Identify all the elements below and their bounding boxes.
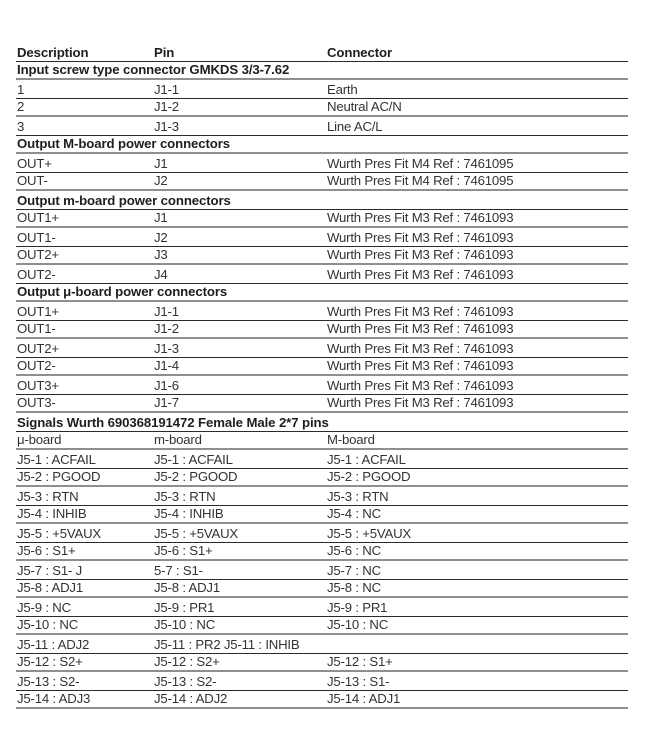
table-row <box>16 561 628 580</box>
connector-cell: J5-14 : ADJ1 <box>327 691 401 706</box>
connector-cell: Wurth Pres Fit M3 Ref : 7461093 <box>327 321 514 336</box>
table-row <box>16 376 628 395</box>
description-cell: J5-13 : S2- <box>17 673 80 689</box>
table-row <box>16 598 628 617</box>
connector-cell: Wurth Pres Fit M3 Ref : 7461093 <box>327 266 514 282</box>
description-cell: OUT- <box>17 173 48 188</box>
pin-cell: J1-3 <box>154 340 179 356</box>
table-row <box>16 210 628 229</box>
pin-cell: 5-7 : S1- <box>154 562 203 578</box>
description-cell: J5-5 : +5VAUX <box>17 525 102 541</box>
table-row <box>16 173 628 192</box>
connector-cell: J5-2 : PGOOD <box>327 469 411 484</box>
section-title: Output m-board power connectors <box>17 192 231 208</box>
pin-cell: J5-5 : +5VAUX <box>154 525 239 541</box>
description-cell: OUT3- <box>17 395 56 410</box>
table-row <box>16 617 628 636</box>
description-cell: J5-2 : PGOOD <box>17 469 101 484</box>
table-row <box>16 654 628 673</box>
pin-cell: J1-6 <box>154 377 179 393</box>
connector-cell: J5-1 : ACFAIL <box>327 451 406 467</box>
pin-cell: J1-2 <box>154 321 179 336</box>
description-cell: OUT1+ <box>17 210 59 225</box>
description-cell: OUT2- <box>17 358 56 373</box>
connector-cell: Wurth Pres Fit M3 Ref : 7461093 <box>327 247 514 262</box>
table-row <box>16 358 628 377</box>
table-row <box>16 506 628 525</box>
description-cell: J5-9 : NC <box>17 599 71 615</box>
table-row <box>16 487 628 506</box>
section-heading-row <box>16 136 628 155</box>
description-cell: OUT2+ <box>17 247 59 262</box>
section-heading-row <box>16 284 628 303</box>
table-row <box>16 302 628 321</box>
connector-cell: J5-12 : S1+ <box>327 654 393 669</box>
table-row <box>16 672 628 691</box>
pin-cell: J4 <box>154 266 168 282</box>
description-cell: 2 <box>17 99 25 114</box>
table-row <box>16 635 628 654</box>
connector-cell: Line AC/L <box>327 118 383 134</box>
description-cell: J5-6 : S1+ <box>17 543 76 558</box>
pin-cell: m-board <box>154 432 202 447</box>
table-row <box>16 450 628 469</box>
connector-cell: Wurth Pres Fit M3 Ref : 7461093 <box>327 395 514 410</box>
section-title: Output μ-board power connectors <box>17 284 228 299</box>
pin-cell: J5-13 : S2- <box>154 673 217 689</box>
table-row <box>16 339 628 358</box>
description-cell: OUT2+ <box>17 340 59 356</box>
description-cell: OUT1+ <box>17 303 59 319</box>
table-row <box>16 432 628 451</box>
pin-cell: J1-1 <box>154 303 179 319</box>
table-row <box>16 543 628 562</box>
connector-cell: Wurth Pres Fit M3 Ref : 7461093 <box>327 340 514 356</box>
pin-cell: J5-3 : RTN <box>154 488 216 504</box>
connector-cell: J5-13 : S1- <box>327 673 390 689</box>
table-row <box>16 154 628 173</box>
pin-cell: J5-8 : ADJ1 <box>154 580 220 595</box>
pin-cell: J5-12 : S2+ <box>154 654 220 669</box>
header-connector: Connector <box>327 44 393 60</box>
pin-cell: J2 <box>154 229 168 245</box>
connector-cell: Wurth Pres Fit M3 Ref : 7461093 <box>327 210 514 225</box>
description-cell: J5-3 : RTN <box>17 488 79 504</box>
table-row <box>16 691 628 710</box>
section-title: Input screw type connector GMKDS 3/3-7.62 <box>17 62 290 77</box>
pin-cell: J5-1 : ACFAIL <box>154 451 233 467</box>
description-cell: OUT1- <box>17 229 56 245</box>
description-cell: OUT2- <box>17 266 56 282</box>
connector-cell: Wurth Pres Fit M3 Ref : 7461093 <box>327 229 514 245</box>
pin-cell: J5-10 : NC <box>154 617 216 632</box>
pin-cell: J3 <box>154 247 168 262</box>
description-cell: 3 <box>17 118 25 134</box>
description-cell: J5-4 : INHIB <box>17 506 87 521</box>
pin-cell: J5-11 : PR2 J5-11 : INHIB <box>154 636 300 652</box>
connector-cell: J5-9 : PR1 <box>327 599 388 615</box>
description-cell: J5-7 : S1- J <box>17 562 83 578</box>
pin-cell: J5-14 : ADJ2 <box>154 691 228 706</box>
connector-pinout-table <box>16 43 628 709</box>
pin-cell: J1-4 <box>154 358 179 373</box>
connector-cell: Wurth Pres Fit M3 Ref : 7461093 <box>327 377 514 393</box>
pin-cell: J2 <box>154 173 168 188</box>
pin-cell: J5-9 : PR1 <box>154 599 215 615</box>
pin-cell: J1 <box>154 210 168 225</box>
header-description: Description <box>17 44 89 60</box>
connector-cell: J5-3 : RTN <box>327 488 389 504</box>
connector-cell: J5-6 : NC <box>327 543 381 558</box>
connector-cell: M-board <box>327 432 375 447</box>
description-cell: J5-1 : ACFAIL <box>17 451 96 467</box>
table-row <box>16 321 628 340</box>
description-cell: J5-14 : ADJ3 <box>17 691 91 706</box>
connector-cell: J5-7 : NC <box>327 562 381 578</box>
description-cell: OUT3+ <box>17 377 59 393</box>
pin-cell: J1-2 <box>154 99 179 114</box>
connector-cell: Earth <box>327 81 358 97</box>
description-cell: 1 <box>17 81 25 97</box>
pin-cell: J5-2 : PGOOD <box>154 469 238 484</box>
section-heading-row <box>16 191 628 210</box>
pin-cell: J1-7 <box>154 395 179 410</box>
pin-cell: J5-6 : S1+ <box>154 543 213 558</box>
connector-cell: J5-8 : NC <box>327 580 381 595</box>
table-row <box>16 580 628 599</box>
table-header-row <box>16 43 628 62</box>
description-cell: OUT+ <box>17 155 52 171</box>
header-pin: Pin <box>154 44 175 60</box>
table-row <box>16 80 628 99</box>
table-row <box>16 247 628 266</box>
description-cell: J5-12 : S2+ <box>17 654 83 669</box>
connector-cell: Wurth Pres Fit M3 Ref : 7461093 <box>327 303 514 319</box>
connector-cell: Wurth Pres Fit M4 Ref : 7461095 <box>327 173 514 188</box>
table-row <box>16 265 628 284</box>
section-heading-row <box>16 62 628 81</box>
section-heading-row <box>16 413 628 432</box>
pin-cell: J1 <box>154 155 168 171</box>
connector-cell: Neutral AC/N <box>327 99 402 114</box>
description-cell: J5-11 : ADJ2 <box>17 636 90 652</box>
table-row <box>16 395 628 414</box>
table-row <box>16 117 628 136</box>
pin-cell: J5-4 : INHIB <box>154 506 224 521</box>
description-cell: OUT1- <box>17 321 56 336</box>
description-cell: J5-8 : ADJ1 <box>17 580 83 595</box>
pin-cell: J1-1 <box>154 81 179 97</box>
table-row <box>16 99 628 118</box>
table-row <box>16 228 628 247</box>
table-row <box>16 469 628 488</box>
connector-cell: Wurth Pres Fit M4 Ref : 7461095 <box>327 155 514 171</box>
section-title: Output M-board power connectors <box>17 136 231 151</box>
description-cell: μ-board <box>17 432 62 447</box>
connector-cell: J5-10 : NC <box>327 617 389 632</box>
connector-cell: Wurth Pres Fit M3 Ref : 7461093 <box>327 358 514 373</box>
description-cell: J5-10 : NC <box>17 617 79 632</box>
pin-cell: J1-3 <box>154 118 179 134</box>
connector-cell: J5-4 : NC <box>327 506 381 521</box>
section-title: Signals Wurth 690368191472 Female Male 2*7 pins <box>17 414 329 430</box>
connector-cell: J5-5 : +5VAUX <box>327 525 412 541</box>
table-row <box>16 524 628 543</box>
